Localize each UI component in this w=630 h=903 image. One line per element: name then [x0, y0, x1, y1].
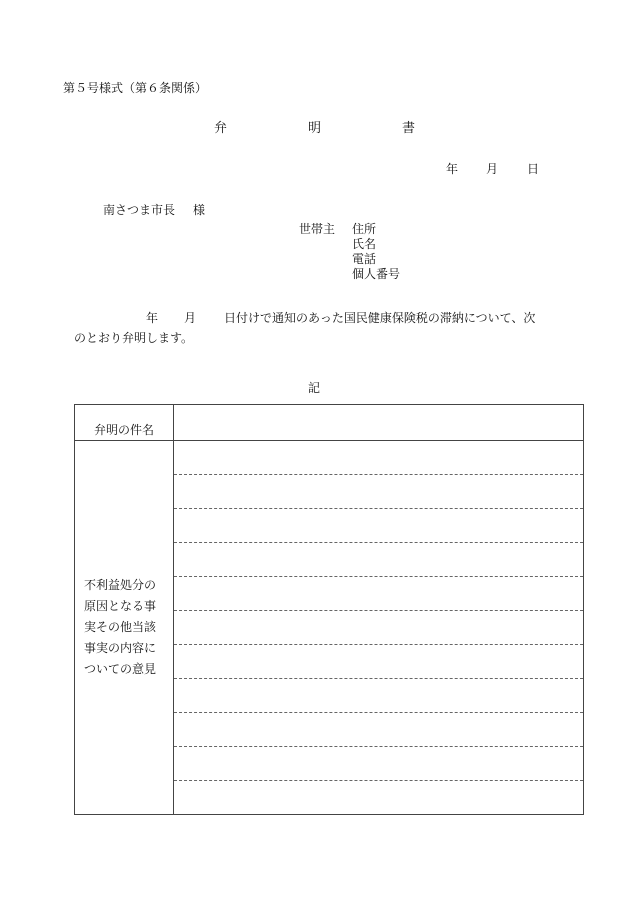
writing-line[interactable] [174, 509, 583, 543]
subject-input-cell[interactable] [174, 405, 584, 441]
ki-heading: 記 [308, 381, 321, 395]
addressee-name: 南さつま市長 [103, 203, 176, 217]
addressee-honorific: 様 [193, 203, 206, 217]
statement-table [74, 404, 584, 815]
document-title-char-1: 弁 [214, 121, 228, 136]
ruled-lines [174, 441, 583, 814]
writing-line[interactable] [174, 747, 583, 781]
date-month-label: 月 [486, 162, 499, 176]
householder-fields [352, 222, 400, 282]
body-year-label: 年 [146, 311, 159, 325]
reason-label-line: 実その他当該 [84, 620, 157, 634]
name-field-label: 氏名 [352, 237, 377, 251]
body-text-line-2: のとおり弁明します。 [74, 331, 194, 345]
individual-number-field-label: 個人番号 [352, 267, 401, 281]
reason-label [75, 441, 174, 815]
body-month-label: 月 [184, 311, 197, 325]
reason-label-line: 不利益処分の [84, 578, 157, 592]
form-number: 第５号様式（第６条関係） [63, 81, 208, 95]
reason-label-line: 事実の内容に [84, 641, 157, 655]
writing-line[interactable] [174, 645, 583, 679]
writing-line[interactable] [174, 781, 583, 814]
writing-line[interactable] [174, 475, 583, 509]
writing-line[interactable] [174, 713, 583, 747]
householder-label: 世帯主 [299, 222, 336, 236]
document-title-char-2: 明 [308, 121, 322, 136]
reason-row [75, 441, 584, 815]
document-title-char-3: 書 [402, 121, 416, 136]
phone-field-label: 電話 [352, 252, 377, 266]
reason-input-area[interactable] [174, 441, 584, 815]
writing-line[interactable] [174, 543, 583, 577]
reason-label-line: ついての意見 [84, 662, 157, 676]
subject-label: 弁明の件名 [75, 405, 174, 441]
writing-line[interactable] [174, 611, 583, 645]
writing-line[interactable] [174, 441, 583, 475]
reason-label-line: 原因となる事 [84, 599, 157, 613]
subject-row [75, 405, 584, 441]
body-text-rest: 日付けで通知のあった国民健康保険税の滞納について、次 [224, 311, 536, 325]
date-day-label: 日 [527, 162, 540, 176]
address-field-label: 住所 [352, 222, 377, 236]
date-year-label: 年 [446, 162, 459, 176]
writing-line[interactable] [174, 577, 583, 611]
addressee [103, 203, 205, 217]
writing-line[interactable] [174, 679, 583, 713]
